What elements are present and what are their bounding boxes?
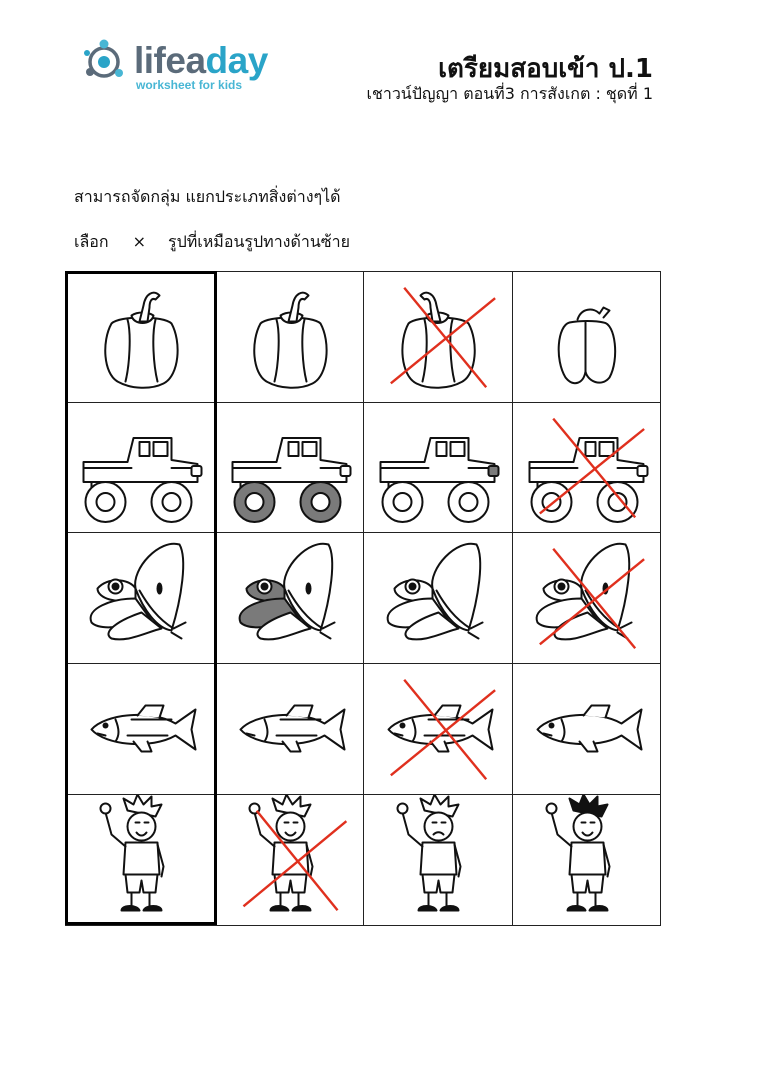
cell-fish-option-1[interactable]	[216, 664, 363, 795]
cell-butterfly-option-2[interactable]	[363, 533, 512, 664]
brand-wordmark: lifeaday	[134, 40, 268, 81]
cross-mark-symbol: ×	[132, 232, 146, 251]
cell-monster-truck-reference	[65, 403, 216, 533]
cell-waving-boy-option-1[interactable]	[216, 795, 363, 926]
cell-fish-option-2[interactable]	[363, 664, 512, 795]
worksheet-subtitle: เชาวน์ปัญญา ตอนที่3 การสังเกต : ชุดที่ 1	[366, 84, 653, 103]
cell-butterfly-option-3[interactable]	[512, 533, 661, 664]
cell-monster-truck-option-1[interactable]	[216, 403, 363, 533]
cell-waving-boy-reference	[65, 795, 216, 926]
worksheet-title: เตรียมสอบเข้า ป.1	[438, 54, 653, 84]
waving-boy-image	[398, 795, 461, 911]
instruction-task	[74, 230, 350, 255]
cell-butterfly-option-1[interactable]	[216, 533, 363, 664]
cell-monster-truck-option-2[interactable]	[363, 403, 512, 533]
fish-image	[92, 706, 196, 752]
waving-boy-image	[547, 795, 610, 911]
cell-bell-pepper-option-3[interactable]	[512, 272, 661, 403]
bell-pepper-image	[402, 293, 474, 388]
bell-pepper-image	[559, 308, 615, 384]
cell-fish-reference	[65, 664, 216, 795]
bell-pepper-image	[105, 293, 177, 388]
fish-image	[241, 706, 345, 752]
instruction-select-word: เลือก	[74, 232, 109, 251]
brand-tagline: worksheet for kids	[136, 78, 243, 92]
cell-bell-pepper-option-1[interactable]	[216, 272, 363, 403]
monster-truck-image	[233, 438, 351, 522]
cell-waving-boy-option-2[interactable]	[363, 795, 512, 926]
fish-image	[389, 706, 493, 752]
bell-pepper-image	[254, 293, 326, 388]
instruction-objective: สามารถจัดกลุ่ม แยกประเภทสิ่งต่างๆได้	[74, 187, 341, 206]
answer-grid	[65, 271, 661, 925]
cell-waving-boy-option-3[interactable]	[512, 795, 661, 926]
instruction-task-text: รูปที่เหมือนรูปทางด้านซ้าย	[167, 232, 351, 251]
cell-bell-pepper-option-2[interactable]	[363, 272, 512, 403]
fish-image	[538, 706, 642, 752]
butterfly-image	[91, 544, 186, 640]
cell-monster-truck-option-3[interactable]	[512, 403, 661, 533]
butterfly-image	[388, 544, 483, 640]
butterfly-image	[240, 544, 335, 640]
logo-mark-icon	[82, 38, 132, 86]
monster-truck-image	[84, 438, 202, 522]
cell-fish-option-3[interactable]	[512, 664, 661, 795]
cell-bell-pepper-reference	[65, 272, 216, 403]
cell-butterfly-reference	[65, 533, 216, 664]
brand-logo	[82, 38, 282, 98]
waving-boy-image	[101, 795, 164, 911]
monster-truck-image	[381, 438, 499, 522]
